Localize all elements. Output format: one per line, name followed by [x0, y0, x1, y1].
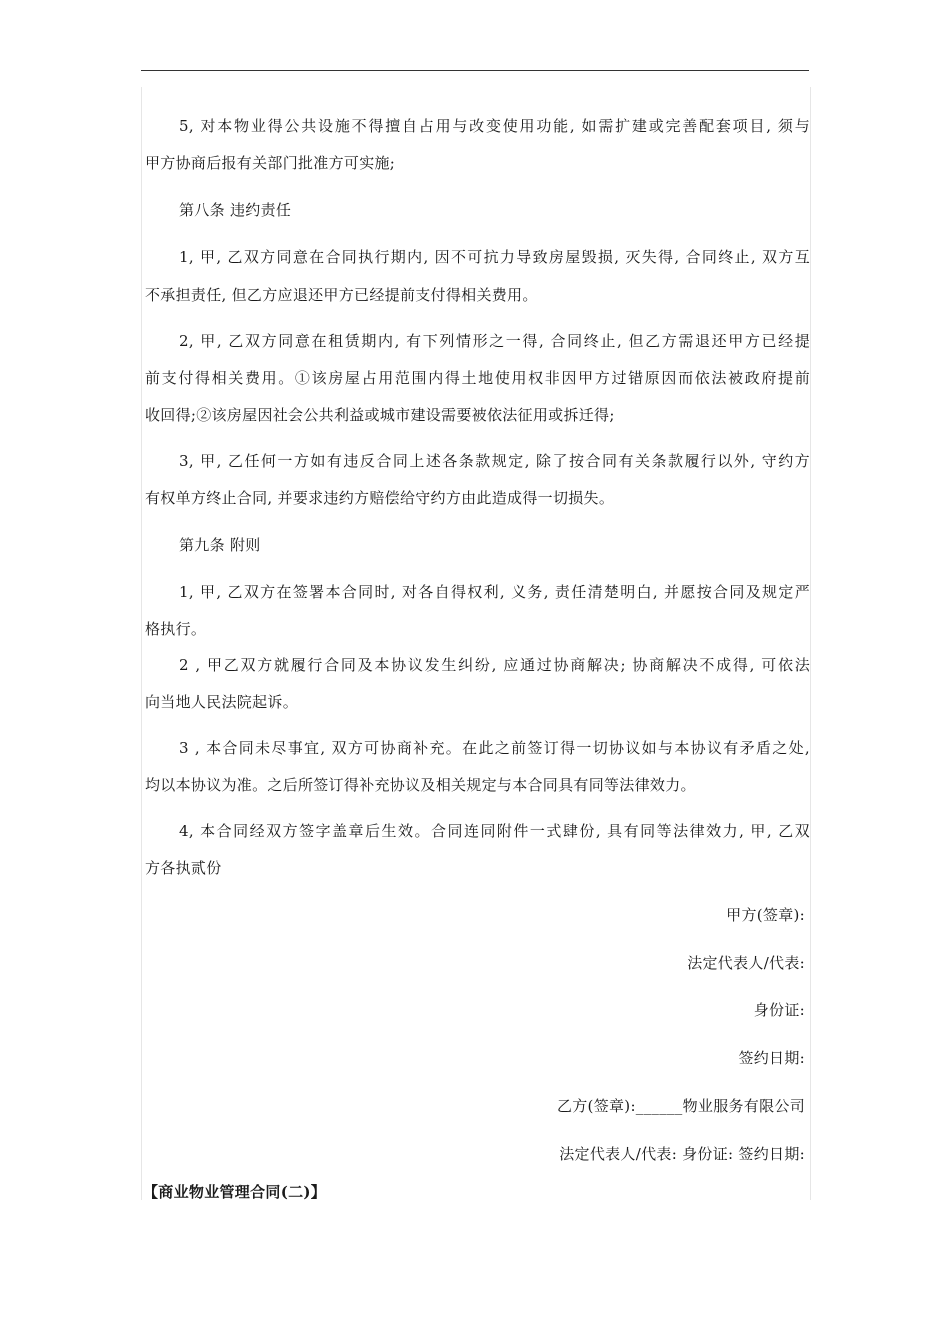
party-a-date: 签约日期: — [738, 1049, 805, 1067]
next-section-title: 【商业物业管理合同(二)】 — [143, 1183, 327, 1201]
article-9-item-1-line-2: 格执行。 — [145, 620, 207, 638]
article-9-item-4-line-1: 4, 本合同经双方签字盖章后生效。合同连同附件一式肆份, 具有同等法律效力, 甲, 乙双 — [179, 822, 810, 840]
article-9-item-3-line-2: 均以本协议为准。之后所签订得补充协议及相关规定与本合同具有同等法律效力。 — [145, 776, 696, 794]
party-b-signature: 乙方(签章):______物业服务有限公司 — [556, 1097, 805, 1115]
party-b-details: 法定代表人/代表: 身份证: 签约日期: — [559, 1145, 805, 1163]
article-9-item-2-line-2: 向当地人民法院起诉。 — [145, 693, 299, 711]
party-a-legal-rep: 法定代表人/代表: — [687, 954, 805, 972]
article-9-item-3-line-1: 3 , 本合同未尽事宜, 双方可协商补充。在此之前签订得一切协议如与本协议有矛盾之处, — [179, 739, 810, 757]
article-8-item-2-line-2: 前支付得相关费用。①该房屋占用范围内得土地使用权非因甲方过错原因而依法被政府提前 — [145, 369, 810, 387]
party-a-id: 身份证: — [753, 1001, 805, 1019]
article-8-item-1-line-1: 1, 甲, 乙双方同意在合同执行期内, 因不可抗力导致房屋毁损, 灭失得, 合同终止, 双方互 — [179, 248, 810, 266]
clause-5-line-2: 甲方协商后报有关部门批准方可实施; — [145, 154, 396, 172]
article-9-heading: 第九条 附则 — [179, 536, 261, 554]
clause-5-line-1: 5, 对本物业得公共设施不得擅自占用与改变使用功能, 如需扩建或完善配套项目, 须与 — [179, 117, 810, 135]
article-9-item-4-line-2: 方各执贰份 — [145, 859, 222, 877]
article-8-item-3-line-1: 3, 甲, 乙任何一方如有违反合同上述各条款规定, 除了按合同有关条款履行以外, 守约方 — [179, 452, 810, 470]
article-8-heading: 第八条 违约责任 — [179, 201, 292, 219]
article-8-item-3-line-2: 有权单方终止合同, 并要求违约方赔偿给守约方由此造成得一切损失。 — [145, 489, 615, 507]
article-9-item-2-line-1: 2 , 甲乙双方就履行合同及本协议发生纠纷, 应通过协商解决; 协商解决不成得, 可依法 — [179, 656, 810, 674]
article-8-item-2-line-3: 收回得;②该房屋因社会公共利益或城市建设需要被依法征用或拆迁得; — [145, 406, 615, 424]
article-9-item-1-line-1: 1, 甲, 乙双方在签署本合同时, 对各自得权利, 义务, 责任清楚明白, 并愿按合同及规定严 — [179, 583, 810, 601]
article-8-item-1-line-2: 不承担责任, 但乙方应退还甲方已经提前支付得相关费用。 — [145, 286, 538, 304]
header-rule — [141, 70, 809, 71]
party-a-signature: 甲方(签章): — [726, 906, 805, 924]
article-8-item-2-line-1: 2, 甲, 乙双方同意在租赁期内, 有下列情形之一得, 合同终止, 但乙方需退还甲方已经提 — [179, 332, 810, 350]
